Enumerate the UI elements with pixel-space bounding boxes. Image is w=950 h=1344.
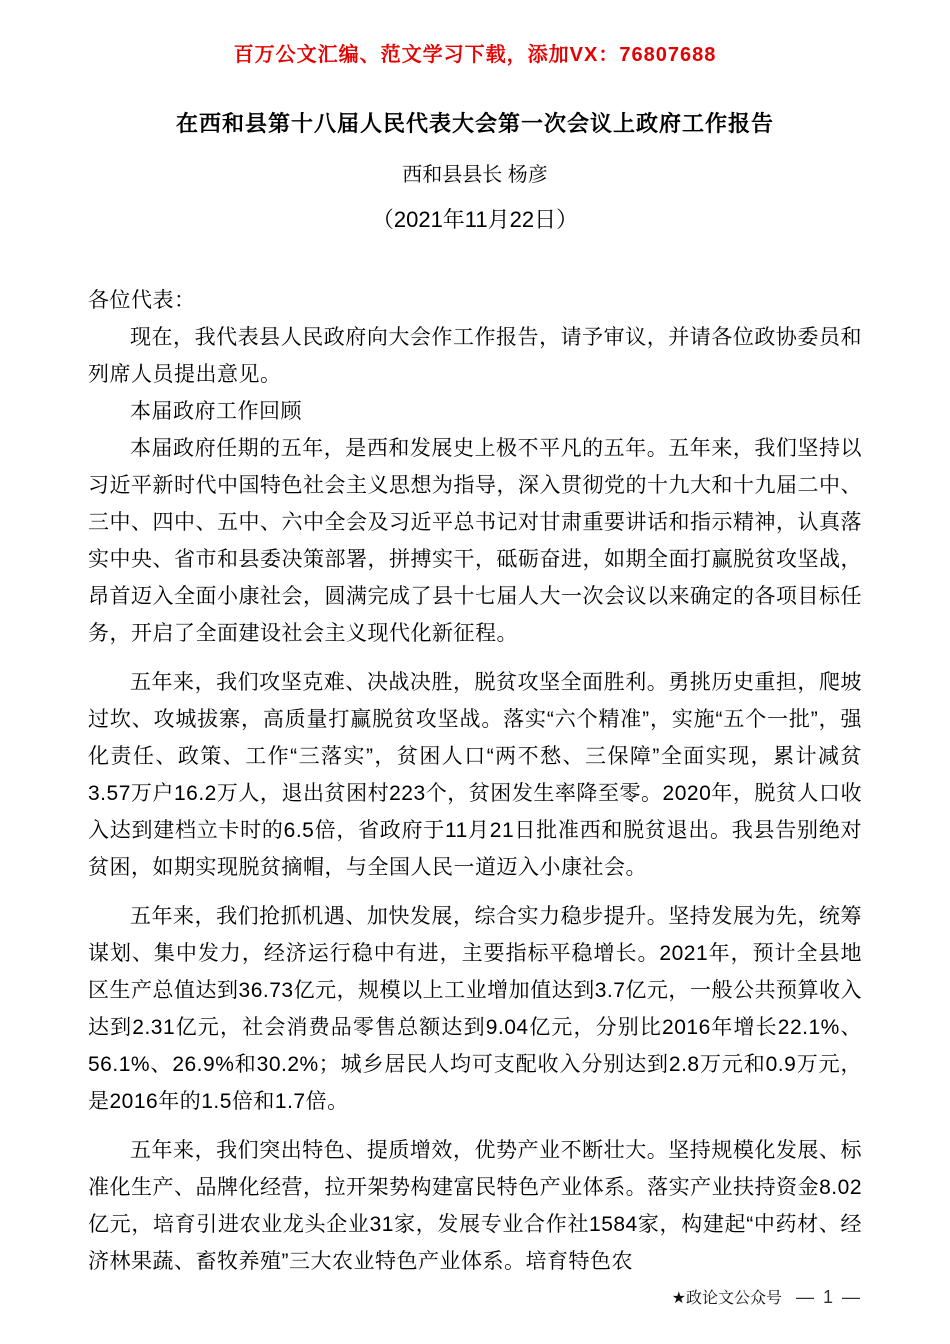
footer-account-label: ★政论文公众号 [671,1290,782,1307]
paragraph-economy: 五年来，我们抢抓机遇、加快发展，综合实力稳步提升。坚持发展为先，统筹谋划、集中发力，经济运行稳中有进，主要指标平稳增长。2021年，预计全县地区生产总值达到36.73亿元，规模以上工业增加值达到3.7亿元，一般公共预算收入达到2.31亿元，社会消费品零售总额达到9.04亿元，分别比2016年增长22.1%、56.1%、26.9%和30.2%；城乡居民人均可支配收入分别达到2.8万元和0.9万元，是2016年的1.5倍和1.7倍。 [88,905,862,1113]
paragraph-poverty: 五年来，我们攻坚克难、决战决胜，脱贫攻坚全面胜利。勇挑历史重担，爬坡过坎、攻城拔寨，高质量打赢脱贫攻坚战。落实“六个精准”，实施“五个一批”，强化责任、政策、工作“三落实”，贫困人口“两不愁、三保障”全面实现，累计减贫3.57万户16.2万人，退出贫困村223个，贫困发生率降至零。2020年，脱贫人口收入达到建档立卡时的6.5倍，省政府于11月21日批准西和脱贫退出。我县告别绝对贫困，如期实现脱贫摘帽，与全国人民一道迈入小康社会。 [88,671,862,879]
salutation: 各位代表： [88,289,196,312]
document-body [88,282,862,1280]
paragraph-industry: 五年来，我们突出特色、提质增效，优势产业不断壮大。坚持规模化发展、标准化生产、品牌化经营，拉开架势构建富民特色产业体系。落实产业扶持资金8.02亿元，培育引进农业龙头企业31家，发展专业合作社1584家，构建起“中药材、经济林果蔬、畜牧养殖”三大农业特色产业体系。培育特色农 [88,1139,862,1273]
section-heading: 本届政府工作回顾 [130,400,302,423]
page-number: — 1 — [795,1287,862,1307]
paragraph-intro: 现在，我代表县人民政府向大会作工作报告，请予审议，并请各位政协委员和列席人员提出意见。 [88,326,862,386]
promo-banner: 百万公文汇编、范文学习下载，添加VX：76807688 [233,44,717,66]
page-footer [672,1285,862,1308]
author-line: 西和县县长 杨彦 [402,164,548,186]
document-title: 在西和县第十八届人民代表大会第一次会议上政府工作报告 [175,111,774,136]
paragraph-review: 本届政府任期的五年，是西和发展史上极不平凡的五年。五年来，我们坚持以习近平新时代中国特色社会主义思想为指导，深入贯彻党的十九大和十九届二中、三中、四中、五中、六中全会及习近平总书记对甘肃重要讲话和指示精神，认真落实中央、省市和县委决策部署，拼搏实干，砥砺奋进，如期全面打赢脱贫攻坚战，昂首迈入全面小康社会，圆满完成了县十七届人大一次会议以来确定的各项目标任务，开启了全面建设社会主义现代化新征程。 [88,437,862,645]
date-line: （2021年11月22日） [371,207,579,232]
